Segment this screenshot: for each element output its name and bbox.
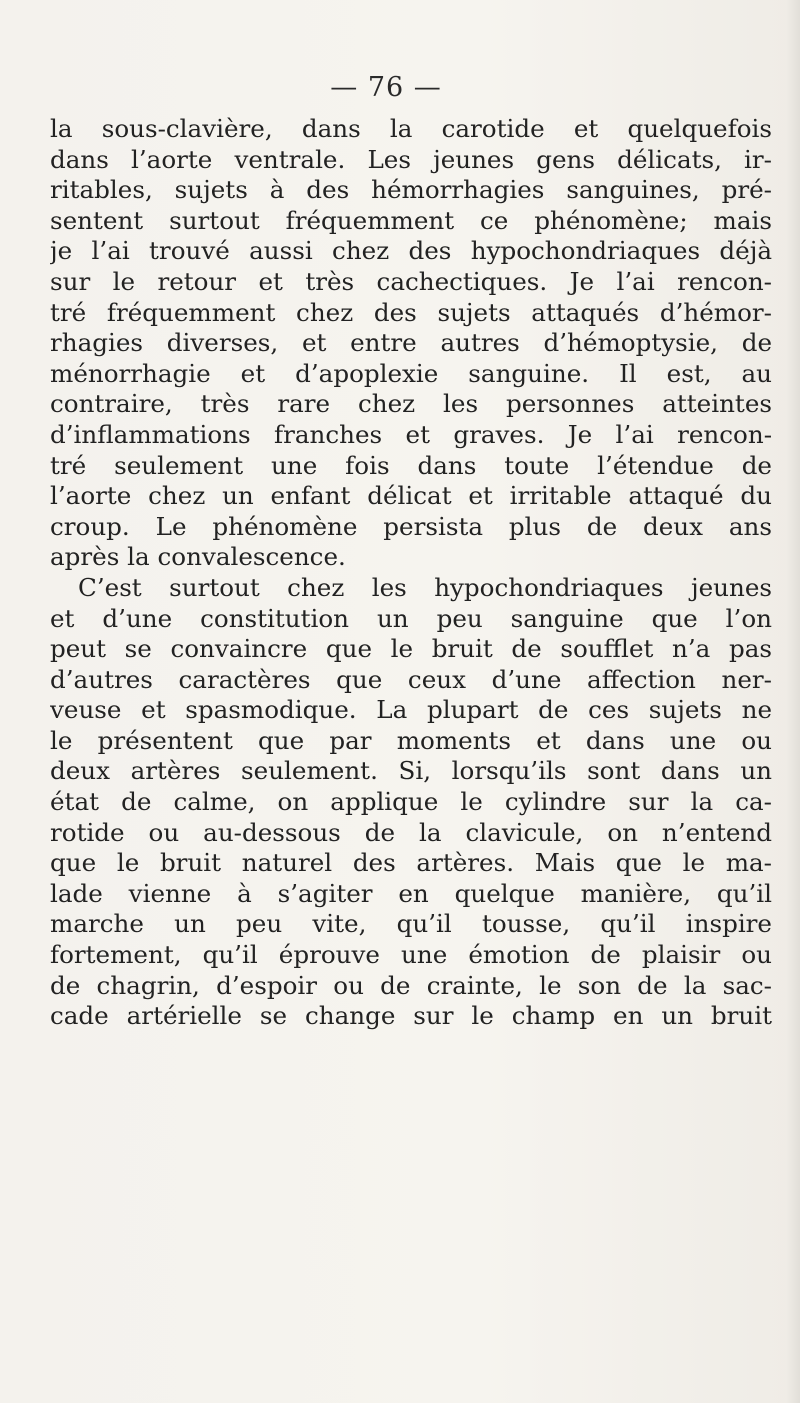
text-line: lade vienne à s’agiter en quelque manière, qu’il bbox=[50, 878, 772, 908]
text-line: état de calme, on applique le cylindre sur la ca- bbox=[50, 787, 772, 817]
text-line: C’est surtout chez les hypochondriaques jeunes bbox=[78, 572, 772, 602]
text-line: rotide ou au-dessous de la clavicule, on n’entend bbox=[50, 817, 772, 847]
page-number: — 76 — bbox=[330, 72, 442, 103]
text-line: que le bruit naturel des artères. Mais que le ma- bbox=[50, 848, 772, 878]
text-line: deux artères seulement. Si, lorsqu’ils sont dans un bbox=[50, 756, 772, 786]
page-edge-shadow bbox=[786, 0, 800, 1403]
body-text bbox=[50, 114, 772, 1032]
text-line: cade artérielle se change sur le champ en un bruit bbox=[50, 1001, 772, 1031]
text-line: marche un peu vite, qu’il tousse, qu’il inspire bbox=[50, 909, 772, 939]
text-line: ménorrhagie et d’apoplexie sanguine. Il est, au bbox=[50, 358, 772, 388]
text-line: tré fréquemment chez des sujets attaqués d’hémor- bbox=[50, 297, 772, 327]
text-line: dans l’aorte ventrale. Les jeunes gens délicats, ir- bbox=[50, 144, 772, 174]
text-line: rhagies diverses, et entre autres d’hémoptysie, de bbox=[50, 328, 772, 358]
text-line: la sous-clavière, dans la carotide et quelquefois bbox=[50, 114, 772, 143]
text-line: le présentent que par moments et dans une ou bbox=[50, 725, 772, 755]
text-line: veuse et spasmodique. La plupart de ces sujets ne bbox=[50, 695, 772, 725]
text-line: je l’ai trouvé aussi chez des hypochondriaques déjà bbox=[50, 236, 772, 266]
text-line: de chagrin, d’espoir ou de crainte, le son de la sac- bbox=[50, 970, 772, 1000]
text-line: ritables, sujets à des hémorrhagies sanguines, pré- bbox=[50, 175, 772, 205]
text-line: tré seulement une fois dans toute l’étendue de bbox=[50, 450, 772, 480]
text-line: d’autres caractères que ceux d’une affection ner- bbox=[50, 664, 772, 694]
text-line: sentent surtout fréquemment ce phénomène; mais bbox=[50, 205, 772, 235]
text-line: après la convalescence. bbox=[50, 542, 346, 572]
text-line: contraire, très rare chez les personnes atteintes bbox=[50, 389, 772, 419]
text-line: et d’une constitution un peu sanguine que l’on bbox=[50, 603, 772, 633]
text-line: fortement, qu’il éprouve une émotion de plaisir ou bbox=[50, 940, 772, 970]
text-line: peut se convaincre que le bruit de soufflet n’a pas bbox=[50, 634, 772, 664]
text-line: d’inflammations franches et graves. Je l’ai rencon- bbox=[50, 419, 772, 449]
text-line: croup. Le phénomène persista plus de deux ans bbox=[50, 511, 772, 541]
text-line: sur le retour et très cachectiques. Je l’ai rencon- bbox=[50, 266, 772, 296]
text-line: l’aorte chez un enfant délicat et irritable attaqué du bbox=[50, 481, 772, 511]
